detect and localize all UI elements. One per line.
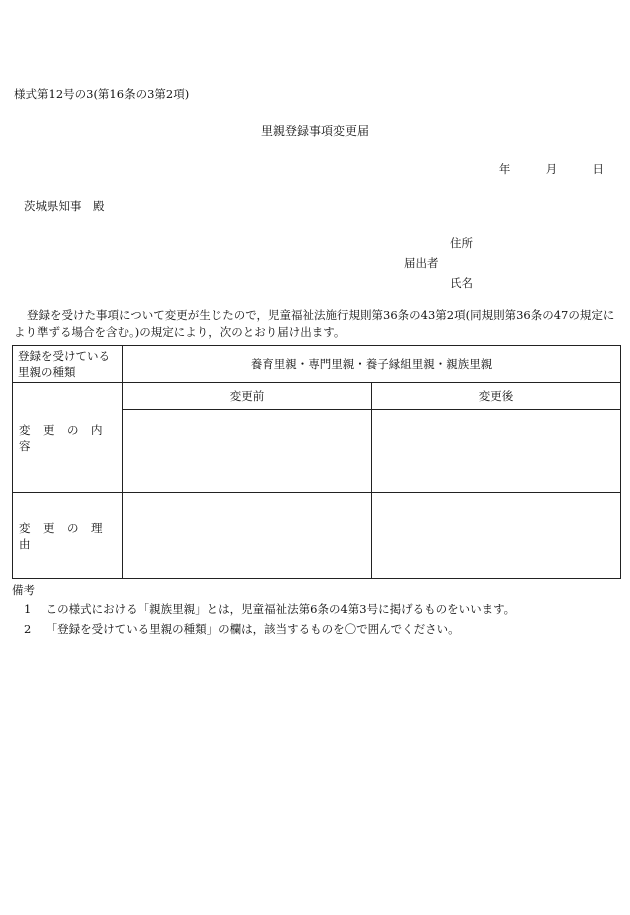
label-char: 理 [91,520,103,535]
note-number: 1 [24,602,32,616]
after-header: 変更後 [372,383,621,410]
after-content-field[interactable] [372,410,621,493]
date-year: 年 [498,162,511,176]
label-char: 内 [91,422,103,437]
remark-note [24,621,460,637]
remarks-heading: 備考 [12,583,35,597]
change-reason-label [13,493,123,579]
change-reason-row [13,493,621,579]
date-day: 日 [592,162,604,176]
reason-field-after[interactable] [372,493,621,579]
type-label-cell [13,346,123,383]
note-text: 「登録を受けている里親の種類」の欄は，該当するものを〇で囲んでください。 [45,622,460,636]
change-content-label [13,383,123,493]
date-month: 月 [545,162,558,176]
body-text: 登録を受けた事項について変更が生じたので，児童福祉法施行規則第36条の43第2項(同規則第36条の47の規定により準ずる場合を含む。)の規定により，次のとおり届け出ます。 [14,308,615,339]
document-title: 里親登録事項変更届 [260,124,369,138]
date-line [499,161,604,177]
label-char: 変 [19,520,31,535]
addressee: 茨城県知事 殿 [24,199,105,213]
change-form-table [12,345,621,579]
before-header: 変更前 [123,383,372,410]
address-label: 住所 [450,236,473,250]
remark-note [24,601,515,617]
note-number: 2 [24,622,32,636]
note-text: この様式における「親族里親」とは，児童福祉法第6条の4第3号に掲げるものをいいます。 [45,602,516,616]
label-char: 由 [19,536,31,551]
type-row [13,346,621,383]
applicant-label: 届出者 [404,256,439,270]
label-char: の [67,520,79,535]
type-label-line2: 里親の種類 [18,365,76,379]
label-char: 変 [19,422,31,437]
change-header-row [13,383,621,410]
form-number: 様式第12号の3(第16条の3第2項) [14,87,190,101]
name-label: 氏名 [450,276,473,290]
label-char: 更 [43,422,55,437]
reason-field-before[interactable] [123,493,372,579]
label-char: の [67,422,79,437]
before-content-field[interactable] [123,410,372,493]
label-char: 更 [43,520,55,535]
type-options-cell: 養育里親・専門里親・養子縁組里親・親族里親 [123,346,621,383]
type-label-line1: 登録を受けている [18,349,110,363]
label-char: 容 [19,438,31,453]
